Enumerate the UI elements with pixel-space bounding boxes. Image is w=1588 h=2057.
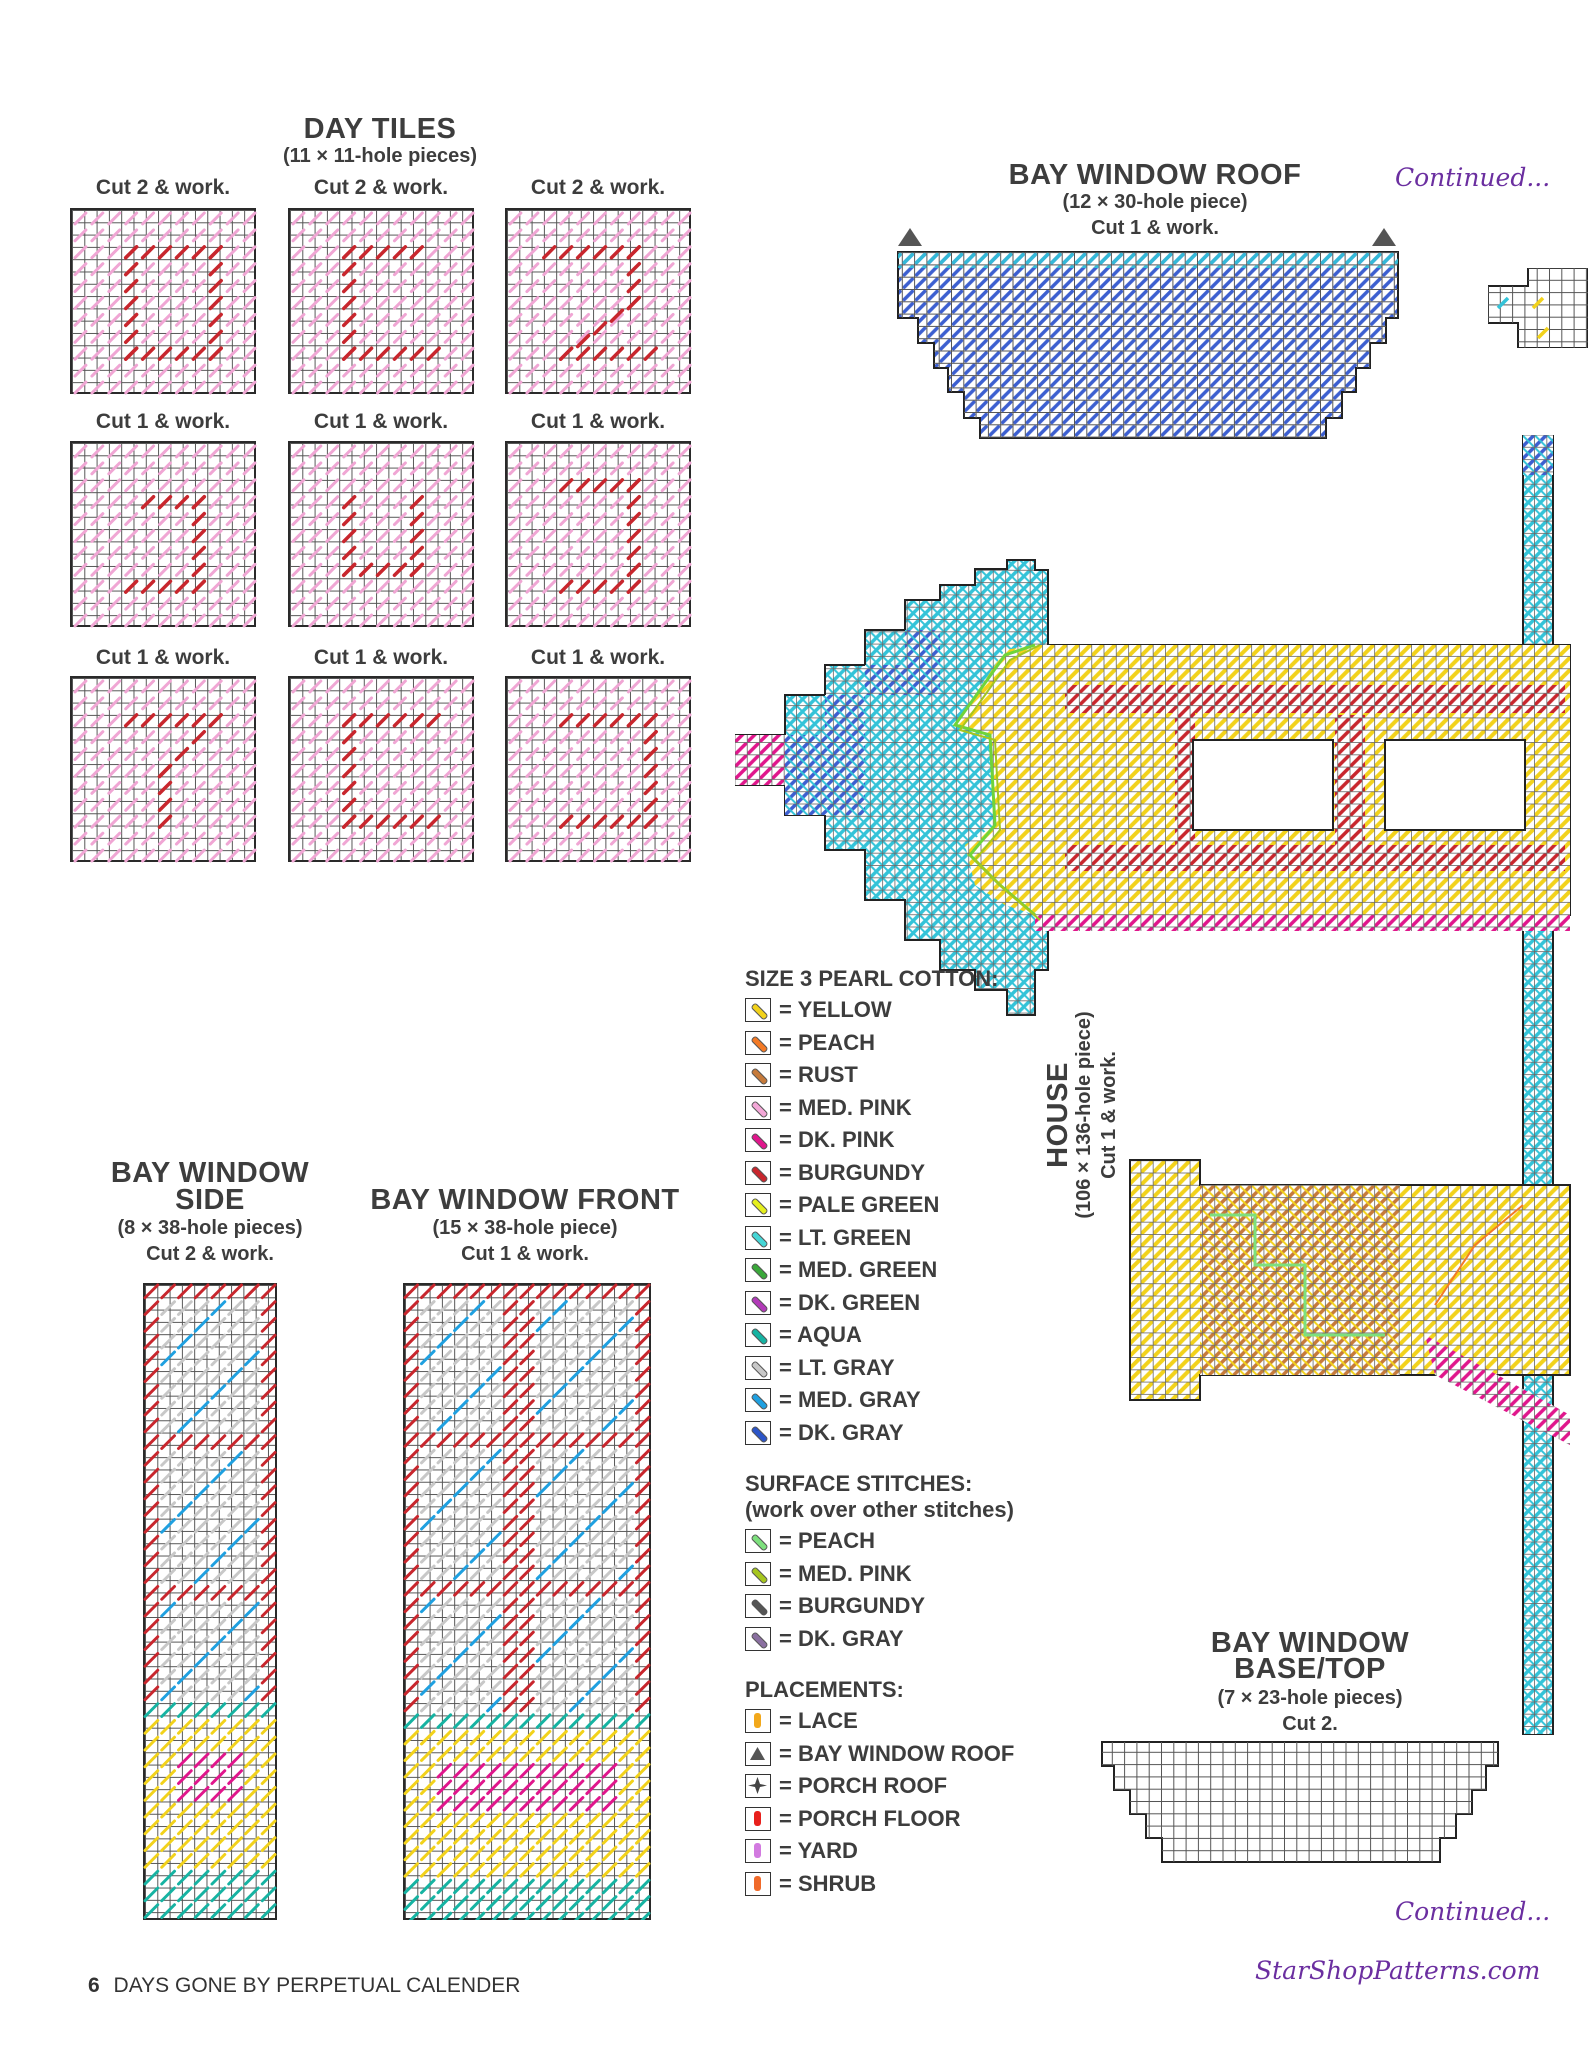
legend-item-label: = MED. GREEN [779,1257,938,1283]
day-tile-cut-label: Cut 2 & work. [95,176,231,199]
bay-window-front-title: BAY WINDOW FRONT [370,1184,680,1216]
lace-marker-icon [745,1709,771,1733]
legend-item [745,1027,1165,1060]
day-tile [288,676,474,862]
legend-item-label: = DK. GRAY [779,1419,904,1445]
color-swatch-icon [745,1323,771,1347]
day-tile [288,441,474,627]
bay-window-roof-chart [890,228,1410,458]
legend-item-label: = PORCH FLOOR [779,1805,961,1831]
bay-window-roof-cut: Cut 1 & work. [1091,217,1219,239]
continued-top-label: Continued... [1395,163,1551,192]
footer-website-link[interactable]: StarShopPatterns.com [1255,1956,1541,1985]
legend-item-label: = DK. GREEN [779,1289,921,1315]
color-swatch-icon [745,1193,771,1217]
star-marker-icon [745,1774,771,1798]
legend-surface-note: (work over other stitches) [745,1497,1014,1522]
bay-window-base-title-2: BASE/TOP [1234,1653,1386,1685]
bay-window-side-title-1: BAY WINDOW [110,1157,310,1189]
shrub-marker-icon [745,1872,771,1896]
day-tile [505,208,691,394]
legend-placements-heading: PLACEMENTS: [745,1677,904,1702]
legend-item [745,1124,1165,1157]
legend-item-label: = RUST [779,1062,858,1088]
legend-item [745,1254,1165,1287]
day-tile [288,208,474,394]
color-swatch-icon [745,1388,771,1412]
day-tiles-subtitle: (11 × 11-hole pieces) [283,145,477,167]
legend-item [745,1189,1165,1222]
bay-window-base-title-1: BAY WINDOW [1210,1627,1410,1659]
color-swatch-icon [745,1356,771,1380]
day-tile-cut-label: Cut 1 & work. [530,410,666,433]
bay-window-front-stitches [403,1283,651,1920]
color-swatch-icon [745,998,771,1022]
footer-page-number: 6 [88,1974,100,1997]
legend-item-label: = LT. GRAY [779,1354,895,1380]
legend-item-label: = MED. PINK [779,1094,912,1120]
legend-item [745,1157,1165,1190]
legend-item-label: = BURGUNDY [779,1159,926,1185]
legend-item [745,1705,1165,1738]
footer-book-title: DAYS GONE BY PERPETUAL CALENDER [113,1974,521,1997]
bay-window-base-chart [1100,1740,1500,1870]
color-swatch-icon [745,1063,771,1087]
legend-item [745,1059,1165,1092]
bay-window-front-cut: Cut 1 & work. [461,1243,589,1265]
day-tile [505,441,691,627]
legend-pearl-list [745,994,1165,1449]
day-tile-cut-label: Cut 2 & work. [313,176,449,199]
legend-item-label: = MED. PINK [779,1560,912,1586]
legend-item-label: = BURGUNDY [779,1593,926,1619]
legend-item [745,1352,1165,1385]
color-swatch-icon [745,1161,771,1185]
bay-window-side-cut: Cut 2 & work. [146,1243,274,1265]
continued-bottom-label: Continued... [1395,1897,1551,1926]
roof-marker-right [1372,228,1396,246]
day-tile-cut-label: Cut 1 & work. [313,410,449,433]
legend-item [745,1590,1165,1623]
legend-item-label: = MED. GRAY [779,1387,921,1413]
day-tile-cut-label: Cut 2 & work. [530,176,666,199]
house-fragment-top [1488,268,1588,348]
color-swatch-icon [745,1421,771,1445]
roof-marker-left [898,228,922,246]
day-tile [70,676,256,862]
house-title: HOUSE [1042,1062,1074,1168]
legend-item-label: = SHRUB [779,1870,877,1896]
yard-marker-icon [745,1839,771,1863]
bay-window-side-title-2: SIDE [175,1184,245,1216]
legend-item [745,1222,1165,1255]
legend-surface-list [745,1525,1165,1655]
legend-item-label: = AQUA [779,1322,862,1348]
bay-window-roof-subtitle: (12 × 30-hole piece) [1062,191,1248,213]
house-cut: Cut 1 & work. [1098,1051,1120,1179]
legend-item [745,1092,1165,1125]
legend-item [745,994,1165,1027]
day-tile-cut-label: Cut 1 & work. [95,410,231,433]
day-tiles-title: DAY TILES [303,113,457,145]
legend-item [745,1558,1165,1591]
legend-item [745,1417,1165,1450]
bay-window-side-stitches [143,1283,277,1920]
day-tile [70,441,256,627]
legend-item-label: = LT. GREEN [779,1224,912,1250]
day-tile-cut-label: Cut 1 & work. [95,646,231,669]
legend-item-label: = PALE GREEN [779,1192,940,1218]
bay-window-roof-title: BAY WINDOW ROOF [1008,159,1302,191]
color-swatch-icon [745,1226,771,1250]
legend-item-label: = PORCH ROOF [779,1773,948,1799]
legend-item [745,1384,1165,1417]
bay-window-side-subtitle: (8 × 38-hole pieces) [117,1217,303,1239]
bay-window-front-subtitle: (15 × 38-hole piece) [432,1217,618,1239]
color-swatch-icon [745,1594,771,1618]
color-swatch-icon [745,1627,771,1651]
day-tile-cut-label: Cut 1 & work. [530,646,666,669]
legend-surface-heading: SURFACE STITCHES: [745,1471,973,1496]
legend-item-label: = DK. GRAY [779,1625,904,1651]
porch-floor-marker-icon [745,1807,771,1831]
bay-window-base-subtitle: (7 × 23-hole pieces) [1217,1687,1403,1709]
triangle-marker-icon [745,1742,771,1766]
footer [88,1974,520,1998]
legend-item-label: = PEACH [779,1029,875,1055]
legend-item [745,1623,1165,1656]
color-swatch-icon [745,1258,771,1282]
color-swatch-icon [745,1291,771,1315]
house-subtitle: (106 × 136-hole piece) [1073,1011,1095,1219]
legend-item [745,1868,1165,1901]
legend-item-label: = BAY WINDOW ROOF [779,1740,1015,1766]
legend-item-label: = DK. PINK [779,1127,895,1153]
day-tile [505,676,691,862]
color-swatch-icon [745,1562,771,1586]
legend-item-label: = LACE [779,1708,858,1734]
legend-item-label: = YELLOW [779,997,892,1023]
color-swatch-icon [745,1031,771,1055]
legend-item-label: = PEACH [779,1528,875,1554]
bay-window-base-cut: Cut 2. [1282,1713,1338,1735]
legend-item [745,1319,1165,1352]
day-tile-cut-label: Cut 1 & work. [313,646,449,669]
day-tile [70,208,256,394]
legend-item-label: = YARD [779,1838,858,1864]
legend-item [745,1525,1165,1558]
color-swatch-icon [745,1529,771,1553]
legend-item [745,1287,1165,1320]
color-swatch-icon [745,1096,771,1120]
legend-pearl-heading: SIZE 3 PEARL COTTON: [745,966,999,991]
color-swatch-icon [745,1128,771,1152]
